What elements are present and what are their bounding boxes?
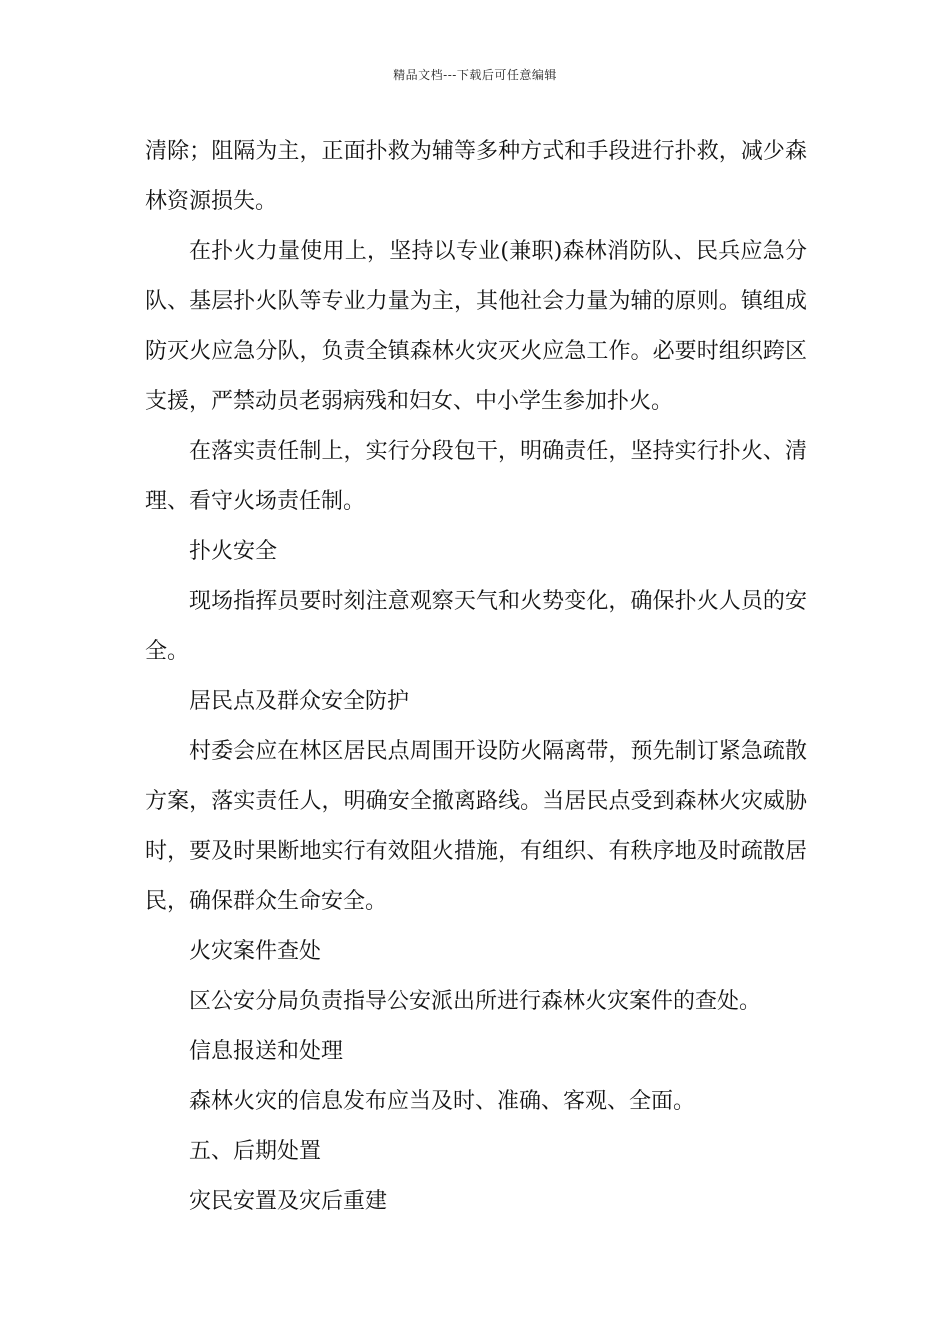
section-heading: 居民点及群众安全防护 xyxy=(189,689,410,714)
paragraph: 清除；阻隔为主，正面扑救为辅等多种方式和手段进行扑救，减少森林资源损失。 xyxy=(145,139,807,214)
section-heading: 火灾案件查处 xyxy=(189,939,322,964)
paragraph: 在扑火力量使用上，坚持以专业(兼职)森林消防队、民兵应急分队、基层扑火队等专业力量为主，其他社会力量为辅的原则。镇组成防灭火应急分队，负责全镇森林火灾灭火应急工作。必要时组织跨区支援，严禁动员老弱病残和妇女、中小学生参加扑火。 xyxy=(145,239,807,414)
paragraph: 在落实责任制上，实行分段包干，明确责任，坚持实行扑火、清理、看守火场责任制。 xyxy=(145,439,807,514)
section-heading: 灾民安置及灾后重建 xyxy=(189,1189,388,1214)
paragraph: 现场指挥员要时刻注意观察天气和火势变化，确保扑火人员的安全。 xyxy=(145,589,807,664)
chapter-heading: 五、后期处置 xyxy=(189,1139,322,1164)
paragraph: 森林火灾的信息发布应当及时、准确、客观、全面。 xyxy=(189,1089,696,1114)
section-heading: 扑火安全 xyxy=(189,539,278,564)
document-body xyxy=(145,127,807,1227)
paragraph: 村委会应在林区居民点周围开设防火隔离带，预先制订紧急疏散方案，落实责任人，明确安全撤离路线。当居民点受到森林火灾威胁时，要及时果断地实行有效阻火措施，有组织、有秩序地及时疏散居民，确保群众生命安全。 xyxy=(145,739,807,914)
paragraph: 区公安分局负责指导公安派出所进行森林火灾案件的查处。 xyxy=(189,989,762,1014)
section-heading: 信息报送和处理 xyxy=(189,1039,344,1064)
page-header: 精品文档---下载后可任意编辑 xyxy=(393,68,557,82)
